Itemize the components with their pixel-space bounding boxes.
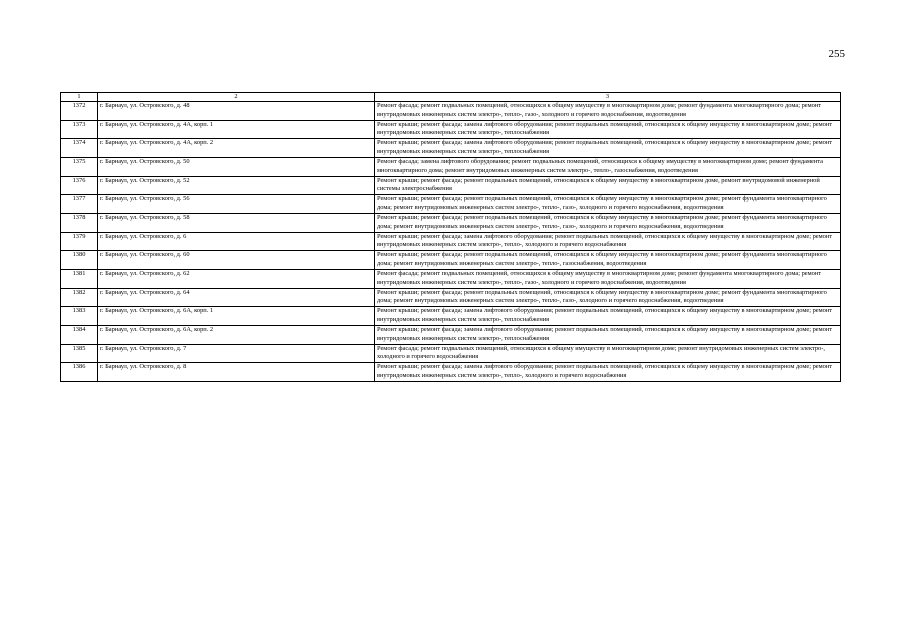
row-works: Ремонт крыши; ремонт фасада; замена лифтового оборудования; ремонт подвальных помещений, относящихся к общему имуществу в многоквартирном доме; ремонт внутридомовых инженерных систем электро-, теплоснабжения [375,120,841,139]
table-row [61,344,841,363]
row-number: 1372 [61,102,98,121]
row-address: г. Барнаул, ул. Островского, д. 48 [98,102,375,121]
page-number: 255 [828,48,845,60]
row-address: г. Барнаул, ул. Островского, д. 64 [98,288,375,307]
row-works: Ремонт крыши; ремонт фасада; замена лифтового оборудования; ремонт подвальных помещений, относящихся к общему имуществу в многоквартирном доме; ремонт внутридомовых инженерных систем электро-, теплоснабжения [375,325,841,344]
row-number: 1381 [61,269,98,288]
table-row [61,213,841,232]
table-body [61,102,841,382]
row-address: г. Барнаул, ул. Островского, д. 8 [98,363,375,382]
row-address: г. Барнаул, ул. Островского, д. 56 [98,195,375,214]
row-works: Ремонт крыши; ремонт фасада; ремонт подвальных помещений, относящихся к общему имуществу в многоквартирном доме; ремонт фундамента многоквартирного дома; ремонт внутридомовых инженерных систем электро-, тепло-, газоснабжения, водоотведения [375,251,841,270]
row-works: Ремонт крыши; ремонт фасада; замена лифтового оборудования; ремонт подвальных помещений, относящихся к общему имуществу в многоквартирном доме; ремонт внутридомовых инженерных систем электро-, тепло-, холодного и горячего водоснабжения [375,363,841,382]
row-address: г. Барнаул, ул. Островского, д. 4А, корп. 2 [98,139,375,158]
table-row [61,363,841,382]
row-works: Ремонт крыши; ремонт фасада; ремонт подвальных помещений, относящихся к общему имуществу в многоквартирном доме; ремонт фундамента многоквартирного дома; ремонт внутридомовых инженерных систем электро-, тепло-, газо-, холодного и горячего водоснабжения, водоотведения [375,288,841,307]
table-row [61,251,841,270]
row-number: 1378 [61,213,98,232]
header-row [61,93,841,102]
row-works: Ремонт фасада; ремонт подвальных помещений, относящихся к общему имуществу в многоквартирном доме; ремонт фундамента многоквартирного дома; ремонт внутридомовых инженерных систем электро-, тепло-, газо-, холодного и горячего водоснабжения, водоотведения [375,102,841,121]
row-number: 1385 [61,344,98,363]
table-row [61,288,841,307]
row-number: 1380 [61,251,98,270]
row-works: Ремонт крыши; ремонт фасада; ремонт подвальных помещений, относящихся к общему имуществу в многоквартирном доме; ремонт фундамента многоквартирного дома; ремонт внутридомовых инженерных систем электро-, тепло-, газо-, холодного и горячего водоснабжения, водоотведения [375,213,841,232]
row-address: г. Барнаул, ул. Островского, д. 7 [98,344,375,363]
row-number: 1379 [61,232,98,251]
table-row [61,139,841,158]
row-address: г. Барнаул, ул. Островского, д. 58 [98,213,375,232]
row-number: 1374 [61,139,98,158]
row-works: Ремонт фасада; замена лифтового оборудования; ремонт подвальных помещений, относящихся к общему имуществу в многоквартирном доме; ремонт фундамента многоквартирного дома; ремонт внутридомовых инженерных систем электро-, тепло-, газоснабжения, водоотведения [375,157,841,176]
works-table [60,92,841,382]
row-works: Ремонт крыши; ремонт фасада; замена лифтового оборудования; ремонт подвальных помещений, относящихся к общему имуществу в многоквартирном доме; ремонт внутридомовых инженерных систем электро-, тепло-, холодного и горячего водоснабжения [375,232,841,251]
row-address: г. Барнаул, ул. Островского, д. 6А, корп. 2 [98,325,375,344]
row-works: Ремонт крыши; ремонт фасада; замена лифтового оборудования; ремонт подвальных помещений, относящихся к общему имуществу в многоквартирном доме; ремонт внутридомовых инженерных систем электро-, теплоснабжения [375,307,841,326]
row-number: 1375 [61,157,98,176]
table-row [61,232,841,251]
header-col-address: 2 [98,93,375,102]
row-address: г. Барнаул, ул. Островского, д. 4А, корп. 1 [98,120,375,139]
row-works: Ремонт крыши; ремонт фасада; ремонт подвальных помещений, относящихся к общему имуществу в многоквартирном доме, ремонт внутридомовой инженерной системы электроснабжения [375,176,841,195]
row-address: г. Барнаул, ул. Островского, д. 60 [98,251,375,270]
row-address: г. Барнаул, ул. Островского, д. 62 [98,269,375,288]
row-number: 1382 [61,288,98,307]
header-col-number: 1 [61,93,98,102]
table-row [61,157,841,176]
row-address: г. Барнаул, ул. Островского, д. 50 [98,157,375,176]
table-row [61,307,841,326]
row-number: 1376 [61,176,98,195]
row-number: 1386 [61,363,98,382]
table-row [61,269,841,288]
header-col-works: 3 [375,93,841,102]
table-row [61,120,841,139]
table-row [61,195,841,214]
table-header [61,93,841,102]
row-number: 1373 [61,120,98,139]
row-works: Ремонт фасада; ремонт подвальных помещений, относящихся к общему имуществу в многоквартирном доме; ремонт фундамента многоквартирного дома; ремонт внутридомовых инженерных систем электро-, тепло-, газо-, холодного и горячего водоснабжения, водоотведения [375,269,841,288]
row-works: Ремонт фасада; ремонт подвальных помещений, относящихся к общему имуществу в многоквартирном доме; ремонт внутридомовых инженерных систем электро-, холодного и горячего водоснабжения [375,344,841,363]
row-address: г. Барнаул, ул. Островского, д. 52 [98,176,375,195]
row-number: 1383 [61,307,98,326]
row-number: 1377 [61,195,98,214]
table-row [61,176,841,195]
row-address: г. Барнаул, ул. Островского, д. 6 [98,232,375,251]
row-works: Ремонт крыши; ремонт фасада; замена лифтового оборудования; ремонт подвальных помещений, относящихся к общему имуществу в многоквартирном доме; ремонт внутридомовых инженерных систем электро-, теплоснабжения [375,139,841,158]
row-address: г. Барнаул, ул. Островского, д. 6А, корп. 1 [98,307,375,326]
row-works: Ремонт крыши; ремонт фасада; ремонт подвальных помещений, относящихся к общему имуществу в многоквартирном доме; ремонт фундамента многоквартирного дома; ремонт внутридомовых инженерных систем электро-, тепло-, газо-, холодного и горячего водоснабжения, водоотведения [375,195,841,214]
row-number: 1384 [61,325,98,344]
table-row [61,325,841,344]
table-row [61,102,841,121]
